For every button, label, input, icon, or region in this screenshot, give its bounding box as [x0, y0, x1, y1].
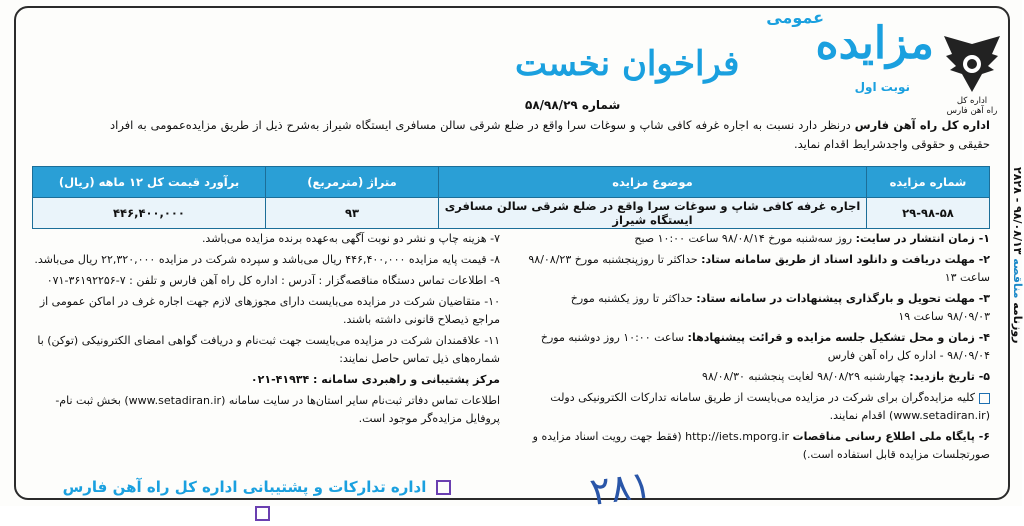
brand-sub: عمومی	[766, 8, 824, 27]
col-auction-number: شماره مزایده	[867, 167, 990, 198]
footer-banner	[52, 474, 472, 500]
brand-title: مزایده	[815, 18, 934, 69]
list-item	[30, 230, 500, 248]
list-item	[30, 272, 500, 290]
turn-label: نوبت اول	[854, 80, 910, 94]
list-item	[526, 368, 990, 386]
side-issue: ۹۸/۰۸/۱۳ - ۲۸۲۸	[1011, 166, 1024, 255]
item-text: ۱۰- متقاضیان شرکت در مزایده می‌بایست دارای مجوزهای لازم جهت اجاره غرف در اماکن عمومی از مراجع ذیصلاح قانونی داشته باشند.	[39, 295, 500, 326]
winged-wheel-icon	[942, 34, 1002, 96]
logo-caption-line2: راه آهن فارس	[946, 106, 998, 116]
cell-estimate: ۴۴۶,۴۰۰,۰۰۰	[33, 198, 266, 229]
list-item	[526, 230, 990, 248]
checkbox-icon	[979, 393, 990, 404]
table-row	[33, 198, 990, 229]
brand-block	[744, 6, 934, 76]
item-label: ۴- زمان و محل تشکیل جلسه مزایده و قرائت پیشنهادها:	[687, 331, 990, 344]
logo-caption-line1: اداره کل	[956, 96, 988, 106]
list-item	[526, 428, 990, 464]
list-item	[30, 332, 500, 368]
cell-subject: اجاره غرفه کافی شاپ و سوغات سرا واقع در ضلع شرقی سالن مسافری ایستگاه شیراز	[439, 198, 867, 229]
intro-paragraph	[110, 116, 990, 154]
side-magazine: مناقصه	[1011, 258, 1024, 299]
auction-table	[32, 166, 990, 229]
footer-text: اداره تدارکات و پشتیبانی اداره کل راه آهن فارس	[62, 478, 427, 496]
item-text: ۸- قیمت پایه مزایده ۴۴۶,۴۰۰,۰۰۰ ریال می‌باشد و سپرده شرکت در مزایده ۲۲,۳۲۰,۰۰۰ ریال می‌باشد.	[34, 253, 500, 266]
intro-org: اداره کل راه آهن فارس	[854, 118, 990, 132]
item-text: کلیه مزایده‌گران برای شرکت در مزایده می‌بایست از طریق سامانه تدارکات الکترونیکی دولت (www.setadiran.ir) اقدام نمایند.	[550, 391, 990, 422]
side-strip	[1000, 120, 1024, 390]
item-label: ۲- مهلت دریافت و دانلود اسناد از طریق سامانه ستاد:	[701, 253, 990, 266]
col-subject: موضوع مزایده	[439, 167, 867, 198]
list-item	[526, 329, 990, 365]
item-text: ساعت ۱۰:۰۰ روز دوشنبه مورخ ۹۸/۰۹/۰۴ - اداره کل راه آهن فارس	[540, 331, 990, 362]
list-item	[30, 392, 500, 428]
item-label: ۶- پایگاه ملی اطلاع رسانی مناقصات	[792, 430, 990, 443]
col-area: متراژ (مترمربع)	[266, 167, 439, 198]
rail-logo	[936, 34, 1008, 126]
item-text: حداکثر تا روزپنجشنبه مورخ ۹۸/۰۸/۲۳ ساعت ۱۳	[528, 253, 990, 284]
list-item	[526, 290, 990, 326]
item-text: چهارشنبه ۹۸/۰۸/۲۹ لغایت پنجشنبه ۹۸/۰۸/۳۰	[702, 370, 910, 383]
item-label: مرکز پشتیبانی و راهبردی سامانه : ۴۱۹۳۴-۰۲۱	[250, 373, 500, 386]
conditions-left	[30, 230, 500, 431]
item-text: حداکثر تا روز یکشنبه مورخ ۹۸/۰۹/۰۳ ساعت ۱۹	[570, 292, 990, 323]
intro-text: درنظر دارد نسبت به اجاره غرفه کافی شاپ و سوغات سرا واقع در ضلع شرقی سالن مسافری ایستگاه شیراز به‌شرح ذیل از طریق مزایده‌عمومی به افراد حقیقی و حقوقی واجدشرایط اقدام نماید.	[110, 118, 990, 151]
item-text: ۱۱- علاقمندان شرکت در مزایده می‌بایست جهت ثبت‌نام و دریافت گواهی امضای الکترونیکی (توکن) با شماره‌های ذیل تماس حاصل نمایند:	[37, 334, 500, 365]
list-item	[526, 251, 990, 287]
item-text: روز سه‌شنبه مورخ ۹۸/۰۸/۱۴ ساعت ۱۰:۰۰ صبح	[634, 232, 856, 245]
list-item	[30, 293, 500, 329]
cell-area: ۹۳	[266, 198, 439, 229]
side-newspaper: روزنامه	[1011, 302, 1024, 344]
square-icon	[255, 506, 270, 521]
list-item	[30, 371, 500, 389]
item-text: http://iets.mporg.ir (فقط جهت رویت اسناد مزایده و صورتجلسات مزایده قابل استفاده است.)	[532, 430, 990, 461]
cell-auction-number: ۲۹-۹۸-۵۸	[867, 198, 990, 229]
square-icon	[436, 480, 451, 495]
reference-number: شماره ۵۸/۹۸/۲۹	[525, 98, 621, 112]
handwritten-number: ۲۸۱	[587, 461, 654, 515]
item-label: ۵- تاریخ بازدید:	[909, 370, 990, 383]
item-label: ۳- مهلت تحویل و بارگذاری پیشنهادات در سامانه ستاد:	[696, 292, 990, 305]
list-item	[30, 251, 500, 269]
item-text: ۹- اطلاعات تماس دستگاه مناقصه‌گزار : آدرس : اداره کل راه آهن فارس و تلفن : ۷-۳۶۱۹۲۲۵۶-۰۷۱	[46, 274, 500, 287]
item-text: اطلاعات تماس دفاتر ثبت‌نام سایر استان‌ها در سایت سامانه (www.setadiran.ir) بخش ثبت نام-پروفایل مزایده‌گر موجود است.	[55, 394, 500, 425]
call-title: فراخوان نخست	[515, 44, 740, 84]
list-item	[526, 389, 990, 425]
col-estimate: برآورد قیمت کل ۱۲ ماهه (ریال)	[33, 167, 266, 198]
item-label: ۱- زمان انتشار در سایت:	[855, 232, 990, 245]
conditions-right	[526, 230, 990, 467]
item-text: ۷- هزینه چاپ و نشر دو نوبت آگهی به‌عهده برنده مزایده می‌باشد.	[201, 232, 500, 245]
